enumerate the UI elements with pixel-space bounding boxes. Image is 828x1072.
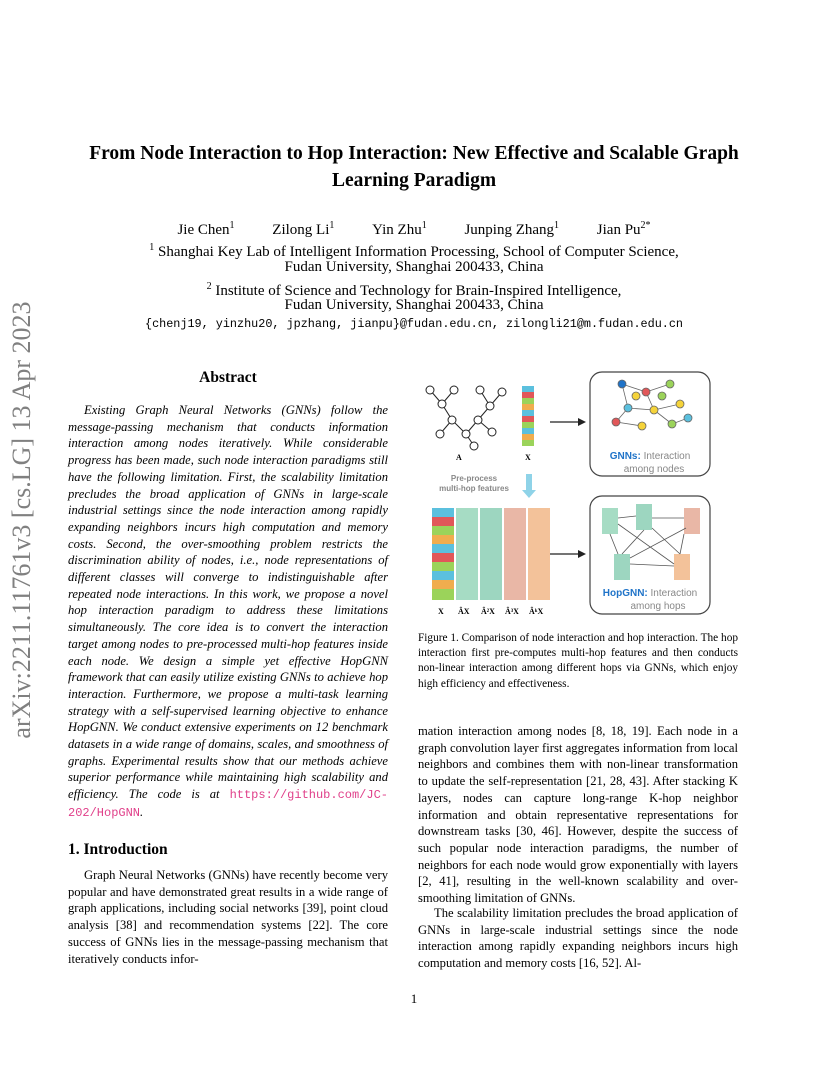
affiliation-1-cont: Fudan University, Shanghai 200433, China	[284, 259, 544, 275]
author-list	[0, 216, 828, 240]
author: Yin Zhu$^1$	[372, 220, 427, 238]
feature-column-x	[522, 386, 534, 446]
multi-hop-matrix	[432, 508, 550, 600]
svg-text:ÂX: ÂX	[458, 607, 470, 616]
label-x: X	[525, 453, 531, 462]
section-heading: 1. Introduction	[68, 841, 168, 858]
right-paragraph-2: The scalability limitation precludes the broad application of GNNs in large-scale industrial settings since the node interaction among rapidly expanding neighbors incurs high computation and memory costs [16, 52]. Al-	[418, 906, 738, 971]
intro-paragraph: Graph Neural Networks (GNNs) have recently become very popular and have demonstrated great results in a wide range of graph applications, including social networks [39], point cloud analysis [38] and recommendation systems [22]. The core success of GNNs lies in the message-passing mechanism that iteratively conducts infor-	[68, 868, 388, 966]
title-line-2: Learning Paradigm	[331, 170, 497, 191]
author: Zilong Li$^1$	[272, 220, 335, 238]
affiliation-2: $^2$ Institute of Science and Technology for Brain-Inspired Intelligence,	[206, 281, 622, 299]
abstract-text: Existing Graph Neural Networks (GNNs) follow the message-passing mechanism that conducts information interaction among nodes iteratively. While considerable progress has been made, such node interaction paradigms still have the following limitation. First, the scalability limitation precludes the broad application of GNNs in large-scale industrial settings since the node interaction among rapidly expanding neighbors incurs high computation and memory costs. Second, the over-smoothing problem restricts the discrimination ability of nodes, i.e., node representations of different classes will converge to indistinguishable after repeated node interactions. In this work, we propose a novel hop interaction paradigm to address these limitations simultaneously. The core idea is to convert the interaction target among nodes to pre-processed multi-hop features inside each node. We design a simple yet effective HopGNN framework that can easily utilize existing GNNs to achieve hop interaction. Furthermore, we propose a multi-task learning strategy with a self-supervised learning objective to enhance HopGNN. We conduct extensive experiments on 12 benchmark datasets in a wide range of domains, scales, and smoothness of graphs. Experimental results show that our methods achieve superior performance while maintaining high scalability and efficiency. The code is at https://github.com/JC-202/HopGNN.	[68, 403, 388, 820]
figure-1	[418, 368, 743, 618]
gnn-label-2: among nodes	[623, 464, 685, 475]
right-paragraph-1: mation interaction among nodes [8, 18, 19]. Each node in a graph convolution layer first aggregates information from local neighbors and combines them with non-linear transformation to update the self-representation [21, 28, 43]. After stacking K layers, nodes can capture long-range K-hop neighbor information and obtain representative representations for downstream tasks [30, 46]. However, despite the success of such popular node interaction paradigms, the number of neighbors for each node would grow exponentially with layers [2, 41], resulting in the well-known scalability and over-smoothing limitation of GNNs.	[418, 724, 738, 906]
email-list: {chenj19, yinzhu20, jpzhang, jianpu}@fudan.edu.cn, zilongli21@m.fudan.edu.cn	[144, 317, 684, 331]
code-link[interactable]: https://github.com/JC-202/HopGNN	[68, 788, 388, 820]
title-line-1: From Node Interaction to Hop Interaction: New Effective and Scalable Graph	[89, 143, 739, 164]
arxiv-stamp: arXiv:2211.11761v3 [cs.LG] 13 Apr 2023	[7, 301, 36, 739]
abstract-heading: Abstract	[199, 369, 257, 386]
label-a: A	[456, 453, 462, 462]
adjacency-graph-icon	[426, 386, 506, 450]
page-number: 1	[410, 991, 418, 1006]
svg-text:Â³X: Â³X	[505, 607, 519, 616]
author: Jian $Pu^{2*}$	[596, 220, 651, 238]
paper-title	[0, 140, 828, 194]
gnn-label: GNNs: Interaction	[609, 451, 691, 462]
preprocess-label: Pre-process	[450, 474, 498, 483]
hopgnn-label-2: among hops	[630, 601, 686, 612]
preprocess-label-2: multi-hop features	[439, 484, 509, 493]
author: Junping Zhang$^1$	[464, 220, 560, 238]
hopgnn-label: HopGNN: Interaction	[602, 588, 698, 599]
author: Jie Chen$^1$	[177, 220, 235, 238]
svg-text:ÂᵏX: ÂᵏX	[529, 607, 544, 616]
svg-text:Â²X: Â²X	[481, 607, 495, 616]
svg-text:X: X	[438, 607, 444, 616]
hop-labels	[438, 606, 543, 616]
affiliation-2-cont: Fudan University, Shanghai 200433, China	[284, 297, 544, 313]
affiliation-1: $^1$ Shanghai Key Lab of Intelligent Information Processing, School of Computer Science,	[149, 242, 679, 260]
figure-caption: Figure 1. Comparison of node interaction and hop interaction. The hop interaction first pre-computes multi-hop features and then conducts non-linear interaction among different hops via GNNs, which enjoy high efficiency and effectiveness.	[418, 632, 738, 690]
